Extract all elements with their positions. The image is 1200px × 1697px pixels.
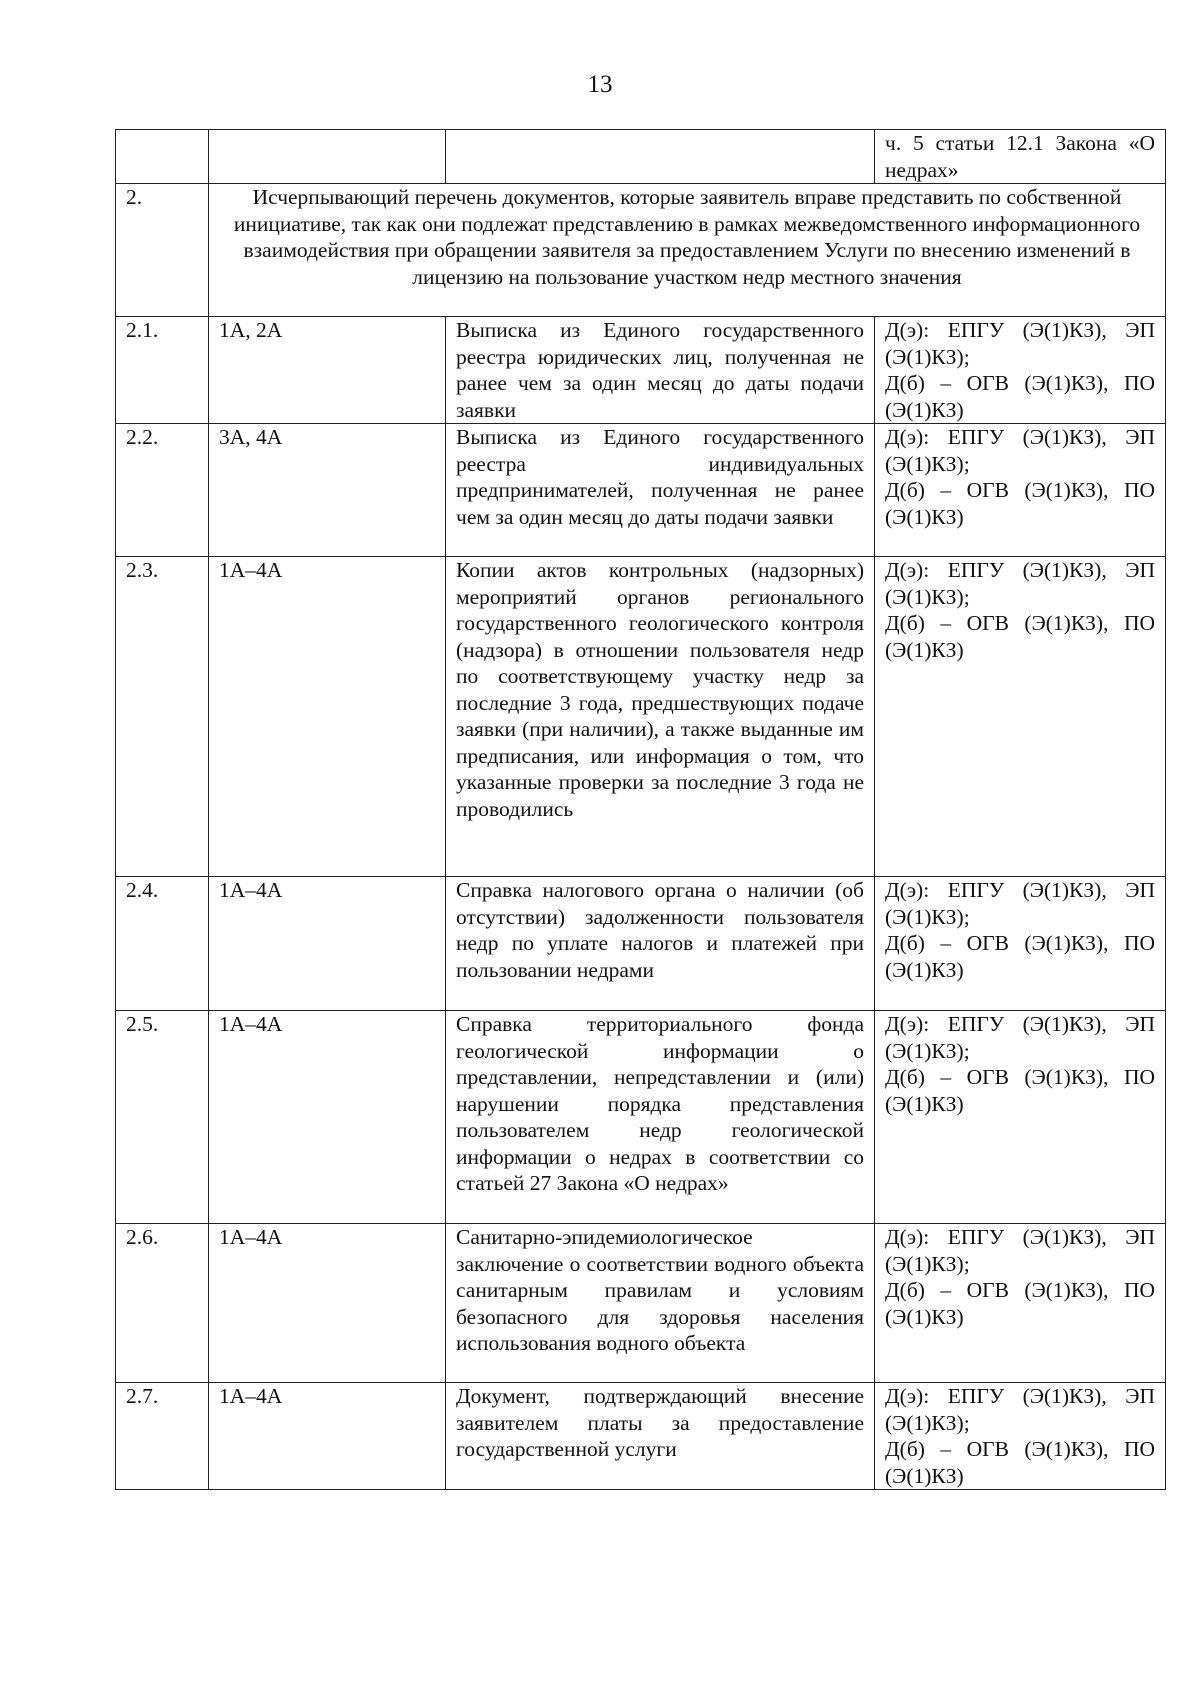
source-electronic: Д(э): ЕПГУ (Э(1)КЗ), ЭП (Э(1)КЗ); (885, 1012, 1155, 1063)
document-name: Документ, подтверждающий внесение заявителем платы за предоставление государственной услуги (446, 1383, 875, 1490)
table-row (116, 1224, 1166, 1383)
source-paper: Д(б) – ОГВ (Э(1)КЗ), ПО (Э(1)КЗ) (885, 1278, 1155, 1329)
document-name: Справка налогового органа о наличии (об отсутствии) задолженности пользователя недр по уплате налогов и платежей при пользовании недрами (446, 877, 875, 1011)
row-number: 2.1. (116, 317, 209, 424)
submission-method (875, 1224, 1166, 1383)
row-number: 2.7. (116, 1383, 209, 1490)
source-electronic: Д(э): ЕПГУ (Э(1)КЗ), ЭП (Э(1)КЗ); (885, 1225, 1155, 1276)
applicant-code: 1А–4А (209, 1224, 446, 1383)
document-name: Копии актов контрольных (надзорных) мероприятий органов регионального государственного геологического контроля (надзора) в отношении пользователя недр по соответствующему участку недр за последние 3 года, предшествующих подаче заявки (при наличии), а также выданные им предписания, или информация о том, что указанные проверки за последние 3 года не проводились (446, 557, 875, 877)
document-name: Санитарно-эпидемиологическое заключение о соответствии водного объекта санитарным правилам и условиям безопасного для здоровья населения использования водного объекта (446, 1224, 875, 1383)
applicant-code: 1А, 2А (209, 317, 446, 424)
submission-method (875, 877, 1166, 1011)
row-number: 2.5. (116, 1011, 209, 1224)
source-electronic: Д(э): ЕПГУ (Э(1)КЗ), ЭП (Э(1)КЗ); (885, 1384, 1155, 1435)
submission-method (875, 557, 1166, 877)
applicant-code: 1А–4А (209, 557, 446, 877)
legal-basis: ч. 5 статьи 12.1 Закона «О недрах» (875, 130, 1166, 184)
document-name: Выписка из Единого государственного реестра юридических лиц, полученная не ранее чем за один месяц до даты подачи заявки (446, 317, 875, 424)
table-row (116, 1383, 1166, 1490)
source-paper: Д(б) – ОГВ (Э(1)КЗ), ПО (Э(1)КЗ) (885, 611, 1155, 662)
applicant-code (209, 130, 446, 184)
source-paper: Д(б) – ОГВ (Э(1)КЗ), ПО (Э(1)КЗ) (885, 371, 1155, 422)
source-electronic: Д(э): ЕПГУ (Э(1)КЗ), ЭП (Э(1)КЗ); (885, 558, 1155, 609)
row-number: 2.6. (116, 1224, 209, 1383)
table-row (116, 424, 1166, 557)
row-number (116, 130, 209, 184)
source-electronic: Д(э): ЕПГУ (Э(1)КЗ), ЭП (Э(1)КЗ); (885, 878, 1155, 929)
document-name: Выписка из Единого государственного реестра индивидуальных предпринимателей, полученная не ранее чем за один месяц до даты подачи заявки (446, 424, 875, 557)
section-title: Исчерпывающий перечень документов, которые заявитель вправе представить по собственной инициативе, так как они подлежат представлению в рамках межведомственного информационного взаимодействия при обращении заявителя за предоставлением Услуги по внесению изменений в лицензию на пользование участком недр местного значения (209, 184, 1166, 317)
submission-method (875, 1383, 1166, 1490)
source-paper: Д(б) – ОГВ (Э(1)КЗ), ПО (Э(1)КЗ) (885, 1065, 1155, 1116)
source-electronic: Д(э): ЕПГУ (Э(1)КЗ), ЭП (Э(1)КЗ); (885, 318, 1155, 369)
source-electronic: Д(э): ЕПГУ (Э(1)КЗ), ЭП (Э(1)КЗ); (885, 425, 1155, 476)
row-number: 2.4. (116, 877, 209, 1011)
applicant-code: 1А–4А (209, 877, 446, 1011)
submission-method (875, 317, 1166, 424)
submission-method (875, 1011, 1166, 1224)
table-row (116, 317, 1166, 424)
applicant-code: 1А–4А (209, 1011, 446, 1224)
document-name: Справка территориального фонда геологической информации о представлении, непредставлении и (или) нарушении порядка представления пользователем недр геологической информации о недрах в соответствии со статьей 27 Закона «О недрах» (446, 1011, 875, 1224)
table-row (116, 877, 1166, 1011)
section-header-row (116, 184, 1166, 317)
row-number: 2.2. (116, 424, 209, 557)
submission-method (875, 424, 1166, 557)
source-paper: Д(б) – ОГВ (Э(1)КЗ), ПО (Э(1)КЗ) (885, 1437, 1155, 1488)
applicant-code: 1А–4А (209, 1383, 446, 1490)
source-paper: Д(б) – ОГВ (Э(1)КЗ), ПО (Э(1)КЗ) (885, 931, 1155, 982)
source-paper: Д(б) – ОГВ (Э(1)КЗ), ПО (Э(1)КЗ) (885, 478, 1155, 529)
applicant-code: 3А, 4А (209, 424, 446, 557)
section-number: 2. (116, 184, 209, 317)
table-row (116, 130, 1166, 184)
document-name (446, 130, 875, 184)
table-row (116, 557, 1166, 877)
row-number: 2.3. (116, 557, 209, 877)
table-row (116, 1011, 1166, 1224)
documents-table (115, 129, 1166, 1490)
page-number: 13 (587, 71, 613, 98)
